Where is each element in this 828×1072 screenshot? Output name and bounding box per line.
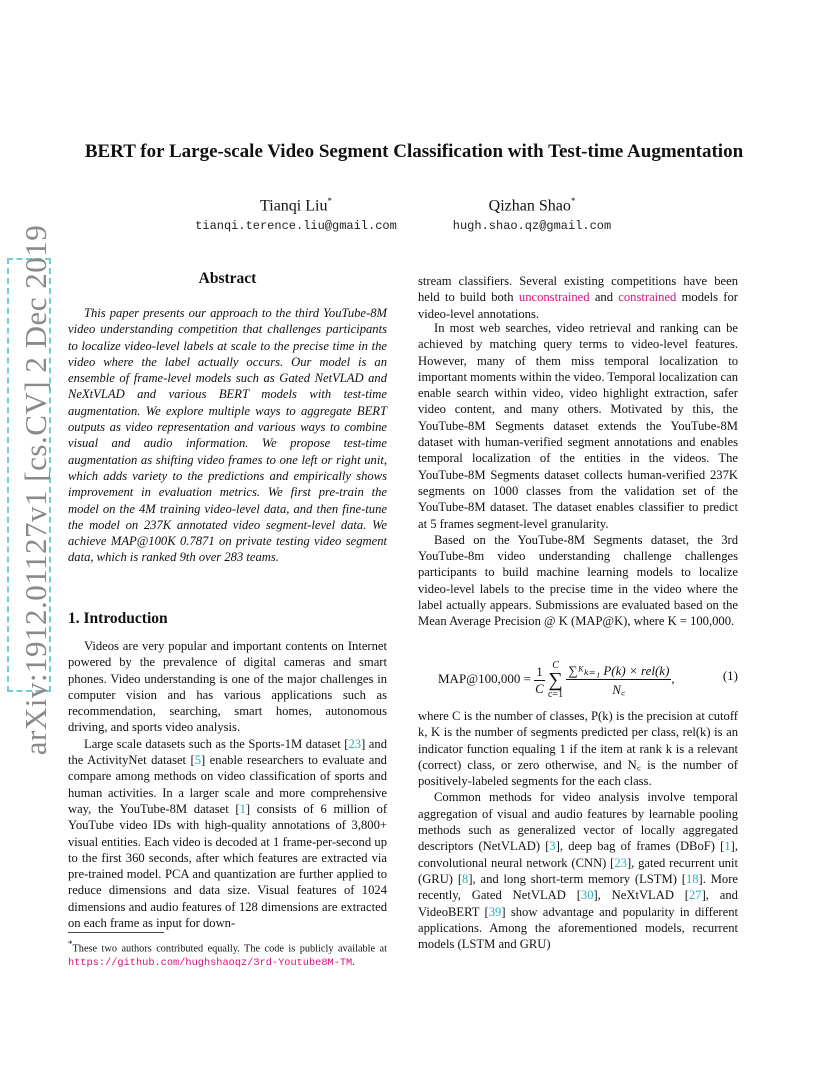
paragraph: Common methods for video analysis involve temporal aggregation of visual and audio features by learnable pooling methods such as generalized vector of locally aggregated descriptors (NetVLAD) [3], deep bag of frames (DBoF) [1], convolutional neural network (CNN) [23], gated recurrent unit (GRU) [8], and long short-term memory (LSTM) [18]. More recently, Gated NetVLAD [30], NeXtVLAD [27], and VideoBERT [39] show advantage and popularity in different applications. Among the aforementioned models, recurrent models (LSTM and GRU) bbox=[418, 790, 738, 952]
citation-link[interactable]: 1 bbox=[239, 801, 246, 816]
citation-link[interactable]: 8 bbox=[462, 871, 469, 886]
paper-title: BERT for Large-scale Video Segment Classification with Test-time Augmentation bbox=[84, 141, 744, 162]
citation-link[interactable]: 39 bbox=[488, 904, 502, 919]
citation-link[interactable]: 30 bbox=[580, 888, 594, 903]
unconstrained-link[interactable]: unconstrained bbox=[518, 290, 590, 305]
right-column-bottom bbox=[418, 708, 738, 952]
citation-link[interactable]: 5 bbox=[194, 753, 202, 768]
arxiv-stamp: arXiv:1912.01127v1 [cs.CV] 2 Dec 2019 bbox=[18, 224, 53, 756]
equation-map: MAP@100,000 = $\frac{1}{C}$ C ∑ c=1 $\frac{\text{∑ᴷₖ₌₁ P(k) × rel(k)}}{N꜀}$ , (1) bbox=[438, 660, 738, 700]
citation-link[interactable]: 18 bbox=[685, 871, 699, 886]
constrained-link[interactable]: constrained bbox=[618, 290, 677, 305]
citation-link[interactable]: 1 bbox=[724, 839, 731, 854]
paragraph: In most web searches, video retrieval and ranking can be achieved by matching query terms to video-level features. However, many of them miss temporal localization to important moments within the video. Temporal localization can enable search within video, video highlight extraction, safer video content, and many others. Motivated by this, the YouTube-8M Segments dataset extends the YouTube-8M dataset with human-verified segment annotations and enables temporal localization of the entities in the videos. The YouTube-8M Segments dataset collects human-verified 237K segments on 1000 classes from the validation set of the YouTube-8M dataset. The dataset enables classifier to predict at 5 frames segment-level granularity. bbox=[418, 321, 738, 531]
right-column-continuation: stream classifiers. Several existing competitions have been held to build both unconstrained and constrained models for video-level annotations. bbox=[418, 274, 738, 321]
paragraph: Videos are very popular and important contents on Internet powered by the prevalence of digital cameras and smart phones. Video understanding is one of the major challenges in computer vision and has various applications such as recommendation, searching, smart homes, autonomous driving, and sports video analysis. bbox=[68, 639, 387, 735]
citation-link[interactable]: 23 bbox=[348, 736, 362, 751]
author-name: Tianqi Liu* bbox=[260, 196, 332, 215]
citation-link[interactable]: 27 bbox=[689, 888, 702, 903]
intro-text bbox=[68, 638, 387, 931]
abstract-heading: Abstract bbox=[198, 270, 257, 287]
section-heading: 1. Introduction bbox=[68, 610, 168, 627]
citation-link[interactable]: 3 bbox=[549, 839, 556, 854]
author-email[interactable]: tianqi.terence.liu@gmail.com bbox=[195, 219, 397, 233]
citation-link[interactable]: 23 bbox=[614, 855, 627, 870]
author-email[interactable]: hugh.shao.qz@gmail.com bbox=[452, 219, 612, 233]
code-url-link[interactable]: https://github.com/hughshaoqz/3rd-Youtube8M-TM bbox=[68, 957, 353, 970]
footnote: *These two authors contributed equally. The code is publicly available at https://github.com/hughshaoqz/3rd-Youtube8M-TM. bbox=[68, 939, 387, 970]
paragraph: where C is the number of classes, P(k) is the precision at cutoff k, K is the number of segments predicted per class, rel(k) is an indicator function equaling 1 if the item at rank k is a relevant (correct) class, or zero otherwise, and N꜀ is the number of positively-labeled segments for the each class. bbox=[418, 709, 738, 789]
equation-number: (1) bbox=[722, 668, 738, 683]
right-column-text bbox=[418, 320, 738, 630]
paragraph: Based on the YouTube-8M Segments dataset, the 3rd YouTube-8m video understanding challenge challenges participants to build machine learning models to localize video-level labels to the precise time in the video where the label actually appears. Submissions are evaluated based on the Mean Average Precision @ K (MAP@K), where K = 100,000. bbox=[418, 532, 738, 629]
paragraph: Large scale datasets such as the Sports-1M dataset [23] and the ActivityNet dataset [5] enable researchers to evaluate and compare among methods on video classification of sports and human activities. In a larger scale and more comprehensive way, the YouTube-8M dataset [1] consists of 6 million of YouTube video IDs with high-quality annotations of 3,800+ visual entities. Each video is decoded at 1 frame-per-second up to the first 360 seconds, after which features are extracted via pre-trained model. PCA and quantization are further applied to reduce dimensions and data size. Visual features of 1024 dimensions and audio features of 128 dimensions are extracted on each frame as input for down- bbox=[68, 736, 388, 931]
author-name: Qizhan Shao* bbox=[488, 196, 576, 215]
abstract-text: This paper presents our approach to the third YouTube-8M video understanding competition that challenges participants to localize video-level labels at scale to the precise time in the video where the label actually occurs. Our model is an ensemble of frame-level models such as Gated NetVLAD and NeXtVLAD and various BERT models with test-time augmentation. We explore multiple ways to aggregate BERT outputs as video representation and various ways to combine visual and audio information. We propose test-time augmentation as shifting video frames to one left or right unit, which adds variety to the predictions and empirically shows improvement in evaluation metrics. We first pre-train the model on the 4M training video-level data, and then fine-tune the model on 237K annotated video segment-level data. We achieve MAP@100K 0.7871 on private testing video segment data, which is ranked 9th over 283 teams. bbox=[68, 306, 387, 565]
footnote-rule bbox=[68, 932, 164, 933]
